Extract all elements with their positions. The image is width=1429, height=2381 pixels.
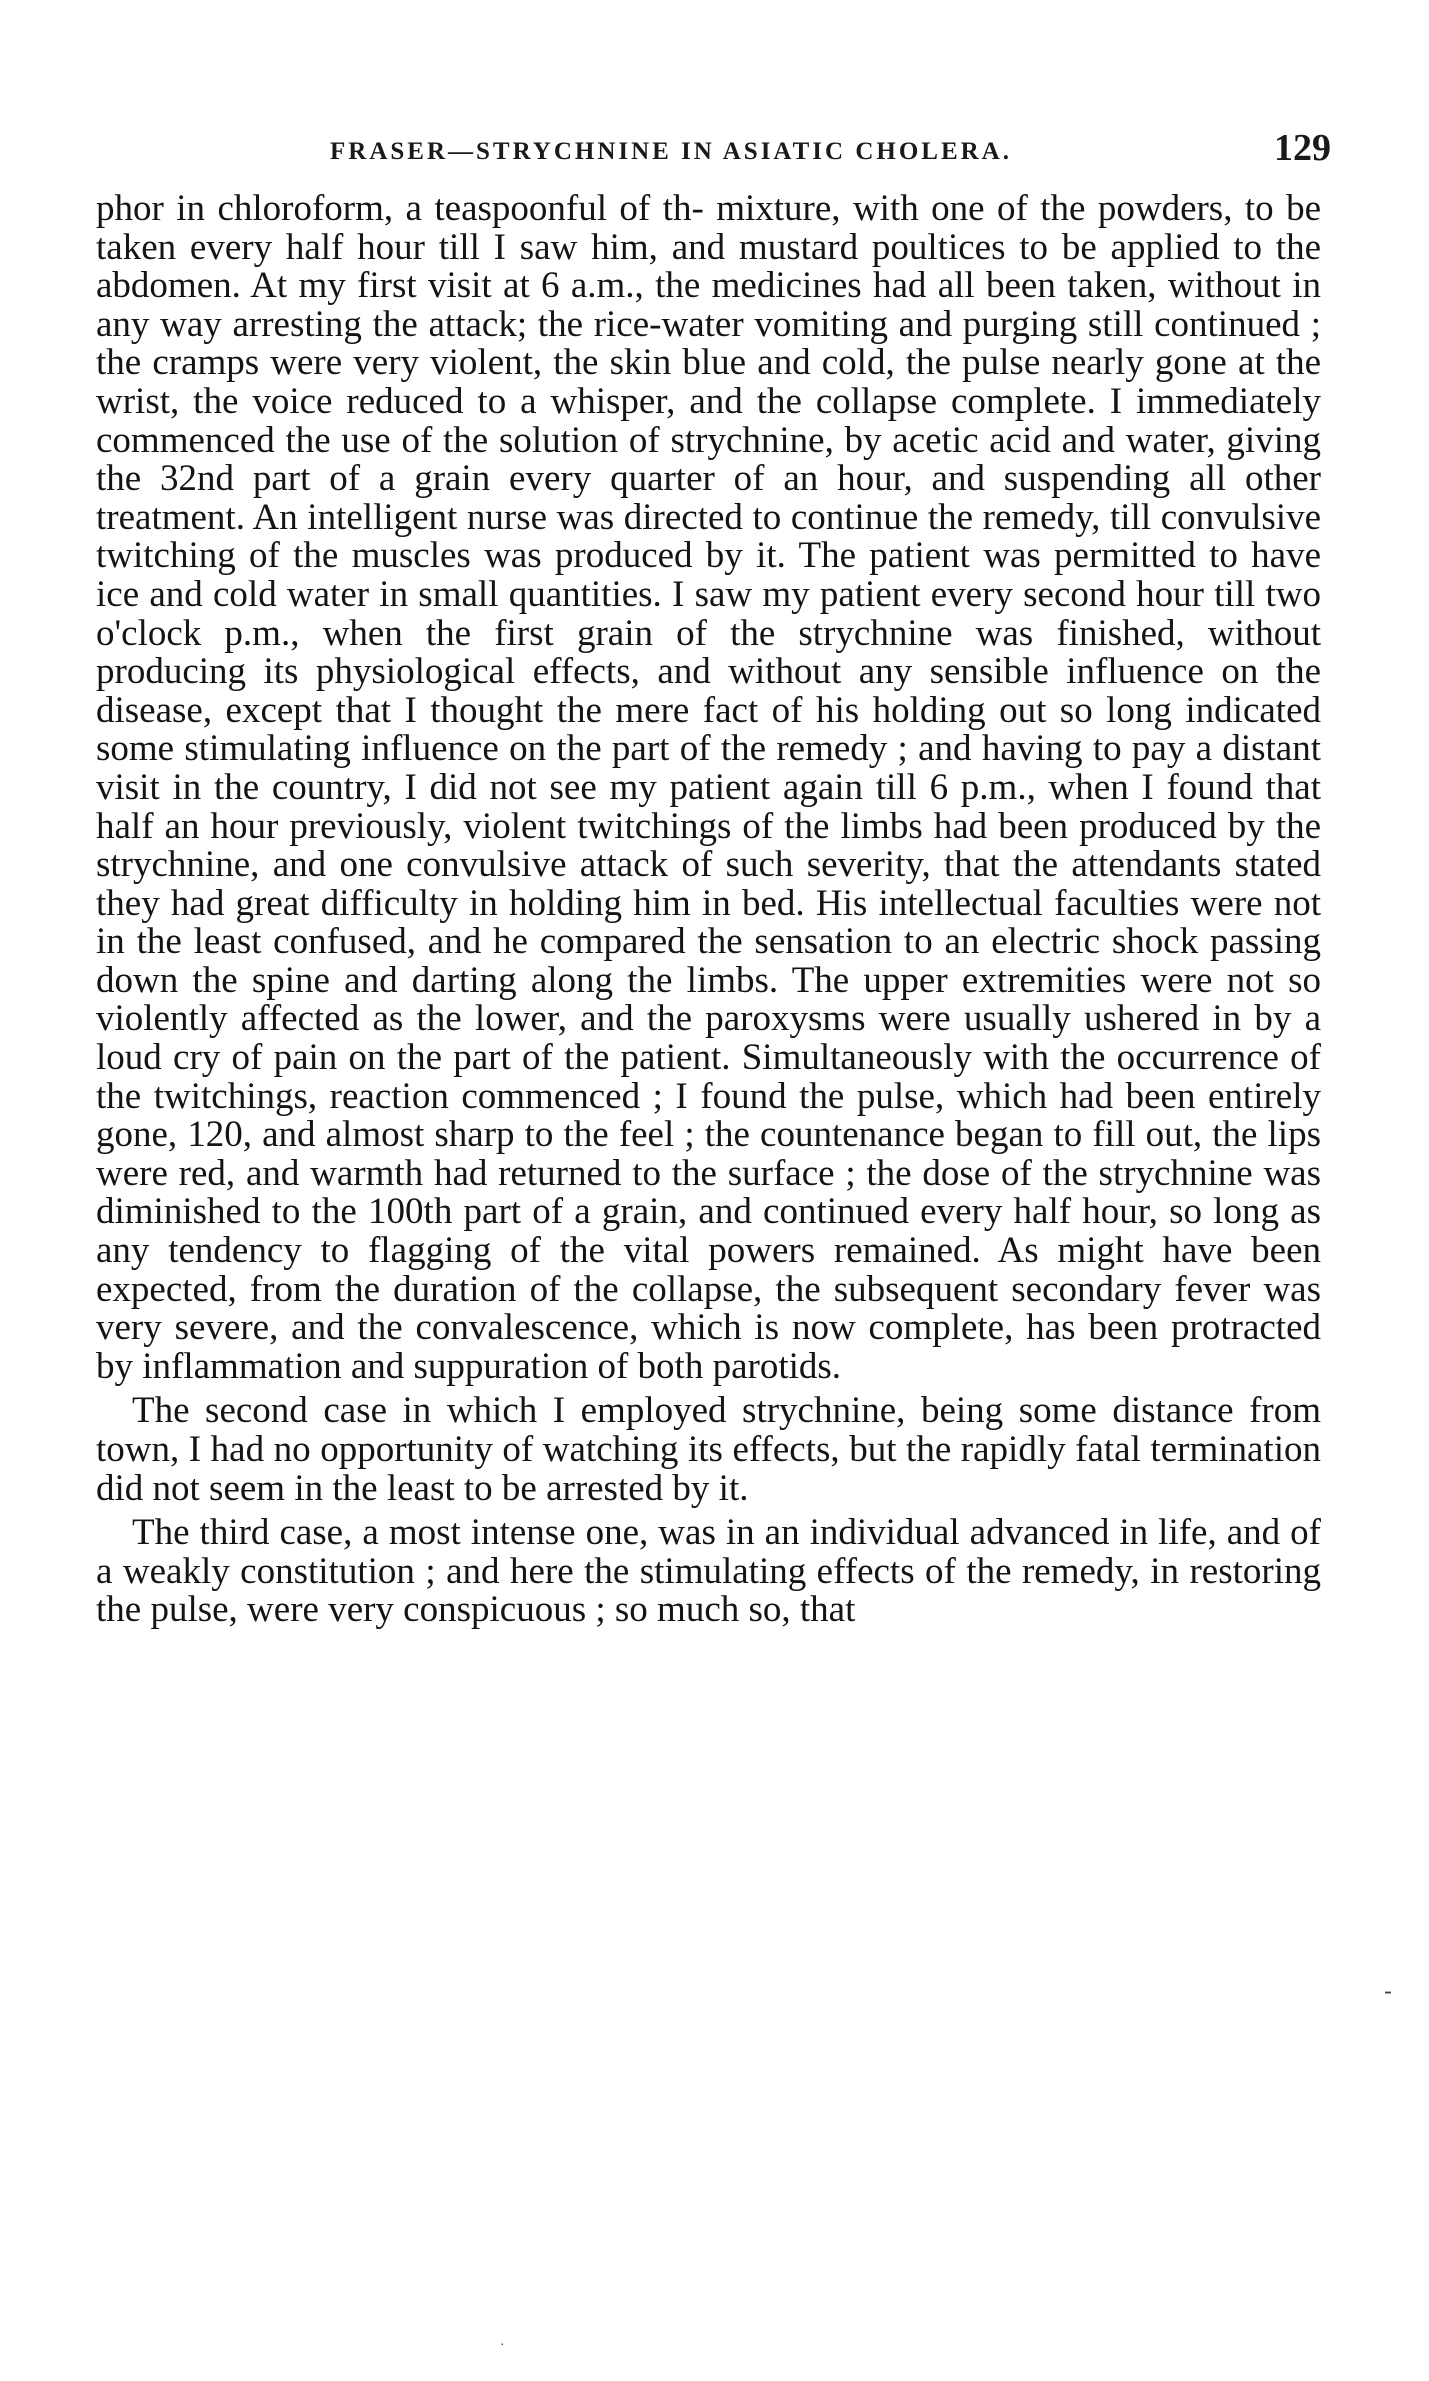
scan-artifact-dot: · — [500, 2335, 505, 2351]
paragraph: The second case in which I employed strychnine, being some distance from town, I had no opportunity of watching its effects, but the rapidly fatal termination did not seem in the least to be arrested by it. — [96, 1390, 1321, 1509]
running-head: FRASER—STRYCHNINE IN ASIATIC CHOLERA. — [330, 138, 1012, 165]
body-text — [96, 190, 1321, 1630]
scan-artifact-mark: - — [1384, 1978, 1392, 2005]
paragraph: phor in chloroform, a teaspoonful of th- mixture, with one of the powders, to be taken every half hour till I saw him, and mustard poultices to be applied to the abdomen. At my first visit at 6 a.m., the medicines had all been taken, without in any way arresting the attack; the rice-water vomiting and purging still continued ; the cramps were very violent, the skin blue and cold, the pulse nearly gone at the wrist, the voice reduced to a whisper, and the collapse complete. I immediately commenced the use of the solution of strychnine, by acetic acid and water, giving the 32nd part of a grain every quarter of an hour, and suspending all other treatment. An intelligent nurse was directed to continue the remedy, till convulsive twitching of the muscles was produced by it. The patient was permitted to have ice and cold water in small quantities. I saw my patient every second hour till two o'clock p.m., when the first grain of the strychnine was finished, without producing its physiological effects, and without any sensible influence on the disease, except that I thought the mere fact of his holding out so long indicated some stimulating influence on the part of the remedy ; and having to pay a distant visit in the country, I did not see my patient again till 6 p.m., when I found that half an hour previously, violent twitchings of the limbs had been produced by the strychnine, and one convulsive attack of such severity, that the attendants stated they had great difficulty in holding him in bed. His intellectual faculties were not in the least confused, and he compared the sensation to an electric shock passing down the spine and darting along the limbs. The upper extremities were not so violently affected as the lower, and the paroxysms were usually ushered in by a loud cry of pain on the part of the patient. Simultaneously with the occurrence of the twitchings, reaction commenced ; I found the pulse, which had been entirely gone, 120, and almost sharp to the feel ; the countenance began to fill out, the lips were red, and warmth had returned to the surface ; the dose of the strychnine was diminished to the 100th part of a grain, and continued every half hour, so long as any tendency to flagging of the vital powers remained. As might have been expected, from the duration of the collapse, the subsequent secondary fever was very severe, and the convalescence, which is now complete, has been protracted by inflammation and suppuration of both parotids. — [96, 188, 1321, 1387]
page-number: 129 — [1274, 127, 1331, 169]
paragraph: The third case, a most intense one, was in an individual advanced in life, and of a weakly constitution ; and here the stimulating effects of the remedy, in restoring the pulse, were very conspicuous ; so much so, that — [96, 1512, 1321, 1631]
